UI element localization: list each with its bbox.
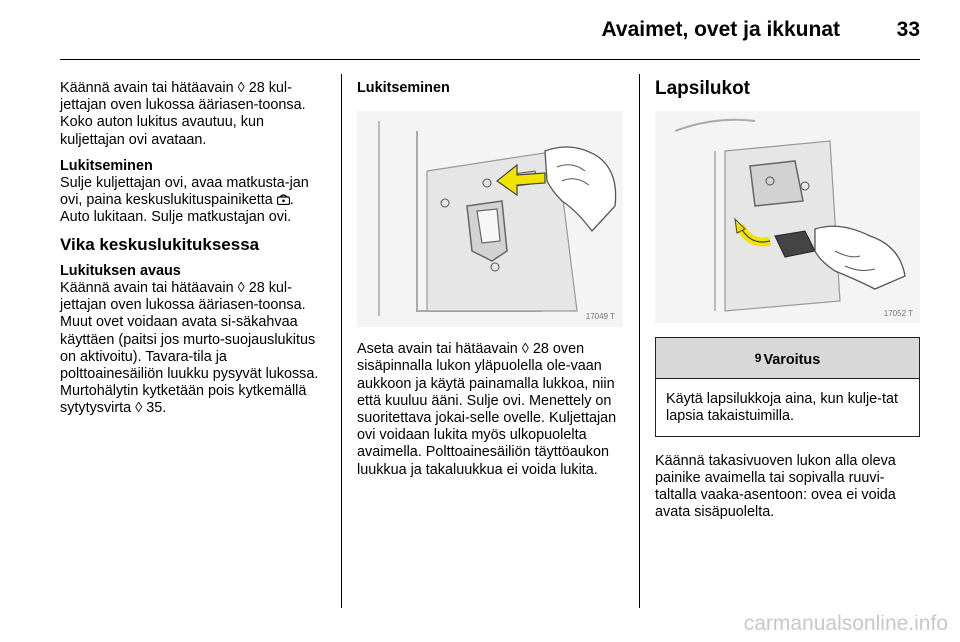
figure-number: 17052 T xyxy=(883,309,913,319)
column-divider xyxy=(341,74,342,608)
locking-text-1: Sulje kuljettajan ovi, avaa matkusta-jan ovi, paina keskuslukituspainiketta xyxy=(60,175,309,209)
column-2 xyxy=(357,80,623,488)
header-rule xyxy=(60,59,920,60)
page-number: 33 xyxy=(896,18,920,41)
locking-paragraph xyxy=(60,175,324,227)
warning-symbol: 9 xyxy=(754,351,762,366)
locking-heading: Lukitseminen xyxy=(60,157,153,174)
unlocking-paragraph: Käännä avain tai hätäavain ◊ 28 kul-jettajan oven lukossa ääriasen-toonsa. Muut ovet voidaan avata si-säkahvaa käyttäen (paitsi jos murto-suojauslukitus on aktivoitu). Tavara-tila ja polttoainesäiliön luukku pysyvät lukossa. Murtohälytin kytketään pois kytkemällä sytytysvirta ◊ 35. xyxy=(60,280,319,417)
warning-box xyxy=(655,337,920,436)
door-lock-illustration xyxy=(357,111,623,327)
child-locks-heading: Lapsilukot xyxy=(655,78,751,99)
central-lock-icon xyxy=(277,194,290,205)
locking-heading-2: Lukitseminen xyxy=(357,80,450,96)
warning-text: Käytä lapsilukkoja aina, kun kulje-tat lapsia takaistuimilla. xyxy=(666,391,898,425)
page-header xyxy=(0,0,960,62)
child-lock-illustration xyxy=(655,111,920,323)
column-3 xyxy=(655,80,920,530)
watermark: carmanualsonline.info xyxy=(743,612,948,635)
warning-header xyxy=(656,338,919,379)
child-locks-paragraph: Käännä takasivuoven lukon alla oleva painike avaimella tai sopivalla ruuvi-taltalla vaaka-asentoon: ovea ei voida avata sisäpuolelta. xyxy=(655,452,896,521)
figure-number: 17049 T xyxy=(585,312,615,322)
door-lock-drawing xyxy=(357,111,623,327)
column-divider xyxy=(639,74,640,608)
child-lock-drawing xyxy=(655,111,920,323)
locking-paragraph-2: Aseta avain tai hätäavain ◊ 28 oven sisäpinnalla lukon yläpuolella ole-vaan aukkoon ja käytä painamalla lukkoa, niin että kuuluu ääni. Sulje ovi. Menettely on suoritettava jokai-selle ovelle. Kuljettajan ovi voidaan lukita myös ulkopuolelta avaimella. Polttoainesäiliön täyttöaukon luukkua ja takaluukkua ei voida lukita. xyxy=(357,341,617,478)
intro-paragraph: Käännä avain tai hätäavain ◊ 28 kul-jettajan oven lukossa ääriasen-toonsa. Koko auton lukitus avautuu, kun kuljettajan ovi avataan. xyxy=(60,80,306,148)
column-1 xyxy=(60,80,324,427)
fault-heading: Vika keskuslukituksessa xyxy=(60,234,260,254)
unlocking-heading: Lukituksen avaus xyxy=(60,262,181,279)
page-title: Avaimet, ovet ja ikkunat xyxy=(601,18,840,41)
locking-text-2: . Auto lukitaan. Sulje matkustajan ovi. xyxy=(60,192,294,226)
warning-title: Varoitus xyxy=(763,352,821,369)
